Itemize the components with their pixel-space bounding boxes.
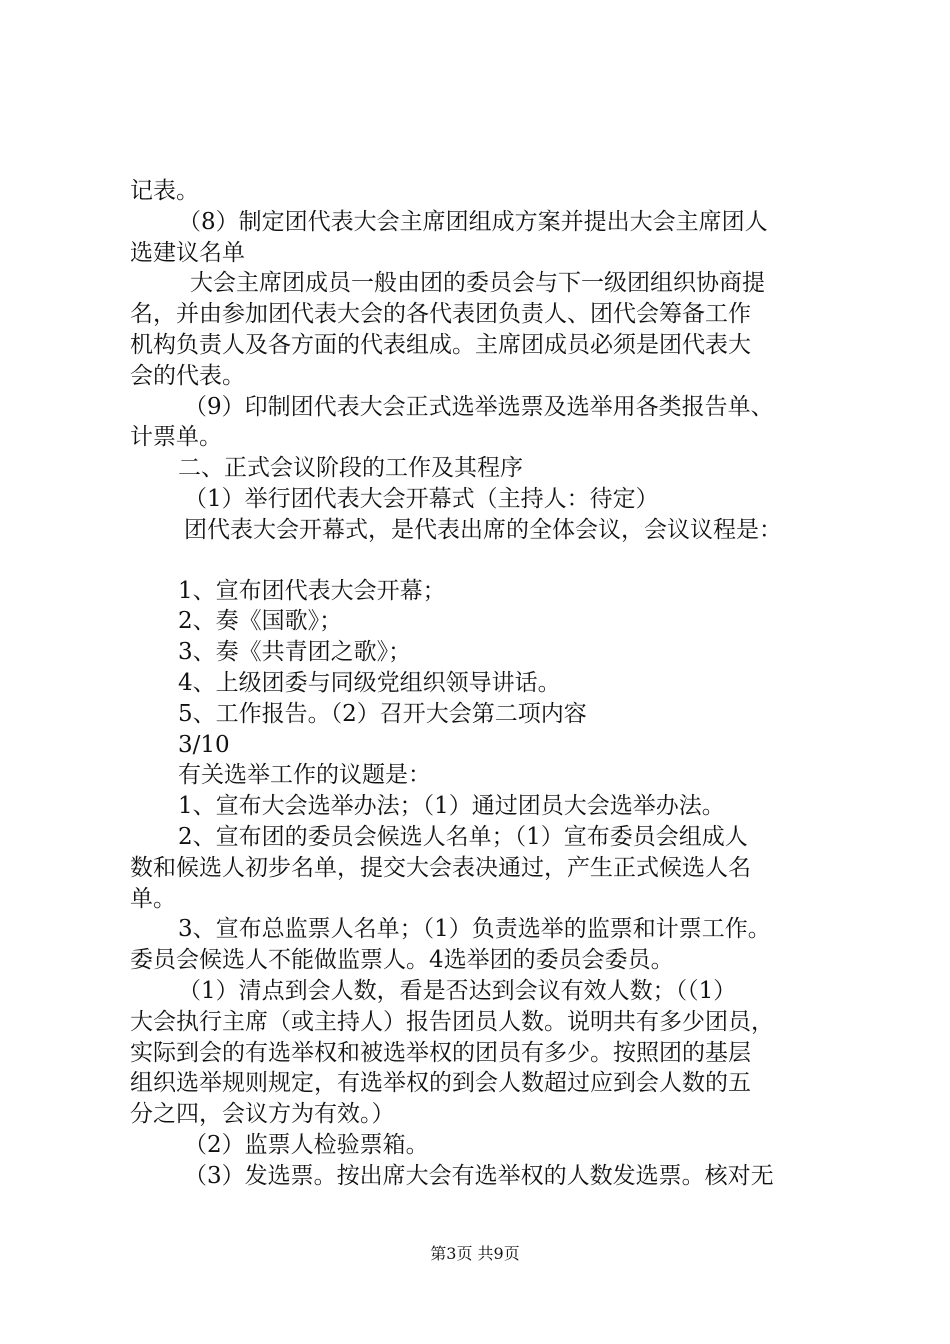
text-line: 组织选举规则规定，有选举权的到会人数超过应到会人数的五 [130, 1070, 751, 1097]
text-line: 会的代表。 [130, 362, 245, 389]
text-line: 单。 [130, 885, 176, 912]
text-line: （8）制定团代表大会主席团组成方案并提出大会主席团人 [178, 208, 768, 235]
page-footer: 第3页 共9页 [430, 1244, 520, 1263]
inline-page-marker: 3/10 [178, 731, 230, 758]
agenda-item: 4、上级团委与同级党组织领导讲话。 [178, 669, 561, 696]
text-line: （1）清点到会人数，看是否达到会议有效人数；（（1） [178, 977, 737, 1004]
text-line: 有关选举工作的议题是： [178, 762, 431, 789]
text-line: 计票单。 [130, 424, 222, 451]
text-line: 记表。 [130, 178, 199, 204]
text-line: 2、宣布团的委员会候选人名单；（1）宣布委员会组成人 [178, 823, 748, 850]
document-body [130, 176, 846, 1192]
text-line: 3、宣布总监票人名单；（1）负责选举的监票和计票工作。 [178, 916, 771, 943]
text-line: 大会执行主席（或主持人）报告团员人数。说明共有多少团员， [130, 1008, 774, 1035]
text-line: 1、宣布大会选举办法；（1）通过团员大会选举办法。 [178, 793, 725, 820]
agenda-item: 3、奏《共青团之歌》； [178, 639, 412, 666]
text-line: 数和候选人初步名单，提交大会表决通过，产生正式候选人名 [130, 854, 751, 881]
agenda-item: 1、宣布团代表大会开幕； [178, 577, 446, 604]
text-line: （9）印制团代表大会正式选举选票及选举用各类报告单、 [184, 393, 774, 420]
text-line: 团代表大会开幕式，是代表出席的全体会议，会议议程是： [184, 516, 782, 543]
text-line: 大会主席团成员一般由团的委员会与下一级团组织协商提 [190, 270, 765, 297]
text-line: （2）监票人检验票箱。 [184, 1131, 429, 1158]
text-line: 委员会候选人不能做监票人。4选举团的委员会委员。 [130, 947, 674, 974]
blank-line [130, 546, 846, 576]
text-line: （1）举行团代表大会开幕式（主持人：待定） [184, 485, 659, 512]
text-line: 分之四，会议方为有效。） [130, 1101, 395, 1128]
section-heading: 二、正式会议阶段的工作及其程序 [178, 455, 523, 482]
text-line: 选建议名单 [130, 239, 245, 266]
agenda-item: 5、工作报告。（2）召开大会第二项内容 [178, 700, 587, 727]
text-line: 实际到会的有选举权和被选举权的团员有多少。按照团的基层 [130, 1039, 751, 1066]
text-line: 名，并由参加团代表大会的各代表团负责人、团代会筹备工作 [130, 301, 751, 328]
text-line: （3）发选票。按出席大会有选举权的人数发选票。核对无 [184, 1162, 774, 1189]
text-line: 机构负责人及各方面的代表组成。主席团成员必须是团代表大 [130, 331, 751, 358]
agenda-item: 2、奏《国歌》； [178, 608, 343, 635]
